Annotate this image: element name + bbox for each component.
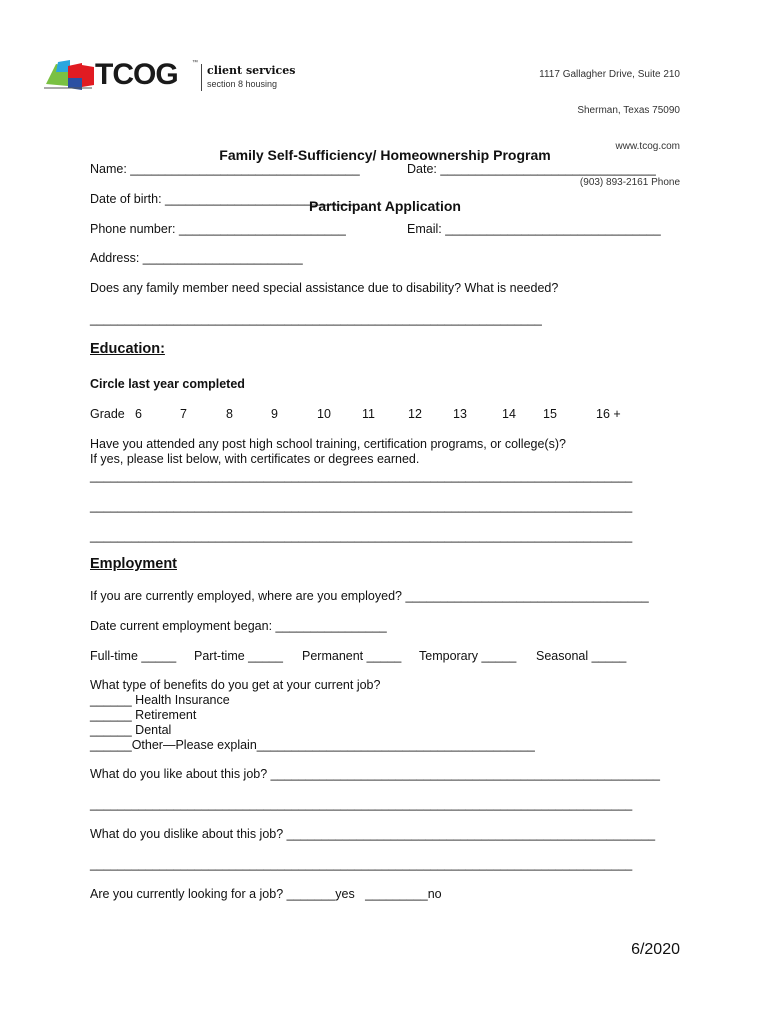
education-answer-line[interactable]: ______________________________________________________________________________ (90, 469, 633, 483)
grade-option[interactable]: 8 (226, 407, 233, 421)
temporary-field[interactable]: Temporary _____ (419, 649, 517, 663)
address-phone: (903) 893-2161 Phone (579, 177, 680, 188)
education-answer-line[interactable]: ______________________________________________________________________________ (90, 529, 633, 543)
employer-field[interactable]: If you are currently employed, where are you employed? ___________________________________ (90, 589, 649, 603)
address-field[interactable]: Address: _______________________ (90, 251, 303, 265)
grade-option[interactable]: 11 (362, 407, 375, 421)
grade-label: Grade (90, 407, 125, 421)
grade-option[interactable]: 7 (180, 407, 187, 421)
employment-start-field[interactable]: Date current employment began: ________________ (90, 619, 387, 633)
seasonal-field[interactable]: Seasonal _____ (536, 649, 627, 663)
job-dislike-line[interactable]: ______________________________________________________________________________ (90, 857, 633, 871)
grade-option[interactable]: 12 (408, 407, 422, 421)
job-like-line[interactable]: ______________________________________________________________________________ (90, 797, 633, 811)
benefits-question: What type of benefits do you get at your current job? (90, 678, 381, 692)
logo-text: TCOG (95, 58, 178, 91)
logo-trademark: ™ (192, 60, 198, 66)
education-answer-line[interactable]: ______________________________________________________________________________ (90, 499, 633, 513)
email-field[interactable]: Email: _______________________________ (407, 222, 661, 236)
education-heading: Education: (90, 341, 165, 357)
benefit-other[interactable]: ______Other—Please explain________________________________________ (90, 738, 535, 752)
post-school-instruction: If yes, please list below, with certificates or degrees earned. (90, 452, 420, 466)
revision-date: 6/2020 (631, 941, 680, 958)
grade-option[interactable]: 15 (543, 407, 557, 421)
fulltime-field[interactable]: Full-time _____ (90, 649, 177, 663)
grade-option[interactable]: 13 (453, 407, 467, 421)
job-dislike-field[interactable]: What do you dislike about this job? _____________________________________________________ (90, 827, 656, 841)
benefit-retirement[interactable]: ______ Retirement (90, 708, 197, 722)
job-search-field[interactable]: Are you currently looking for a job? _______yes _________no (90, 887, 442, 901)
address-web: www.tcog.com (615, 141, 680, 152)
phone-field[interactable]: Phone number: ________________________ (90, 222, 346, 236)
grade-option[interactable]: 14 (502, 407, 516, 421)
parttime-field[interactable]: Part-time _____ (194, 649, 283, 663)
grade-option[interactable]: 9 (271, 407, 278, 421)
grade-option[interactable]: 6 (135, 407, 142, 421)
title-line-2: Participant Application (309, 198, 461, 214)
special-assistance-line[interactable]: _________________________________________________________________ (90, 312, 542, 326)
address-street: 1117 Gallagher Drive, Suite 210 (539, 69, 680, 80)
dob-field[interactable]: Date of birth: ___________________________ (90, 192, 353, 206)
permanent-field[interactable]: Permanent _____ (302, 649, 402, 663)
special-assistance-question: Does any family member need special assistance due to disability? What is needed? (90, 281, 559, 295)
title-line-1: Family Self-Sufficiency/ Homeownership Program (219, 147, 551, 163)
logo-divider (201, 64, 202, 91)
post-school-question: Have you attended any post high school training, certification programs, or college(s)? (90, 437, 566, 451)
employment-heading: Employment (90, 556, 178, 572)
circle-label: Circle last year completed (90, 377, 245, 391)
logo-sub: section 8 housing (207, 79, 278, 89)
date-field[interactable]: Date: _______________________________ (407, 162, 656, 176)
grade-option[interactable]: 16 + (596, 407, 621, 421)
logo-service: client services (207, 64, 296, 77)
benefit-health-insurance[interactable]: ______ Health Insurance (90, 693, 230, 707)
grade-option[interactable]: 10 (317, 407, 331, 421)
address-city: Sherman, Texas 75090 (577, 105, 680, 116)
job-like-field[interactable]: What do you like about this job? ________________________________________________________ (90, 767, 660, 781)
benefit-dental[interactable]: ______ Dental (90, 723, 172, 737)
name-field[interactable]: Name: _________________________________ (90, 162, 360, 176)
